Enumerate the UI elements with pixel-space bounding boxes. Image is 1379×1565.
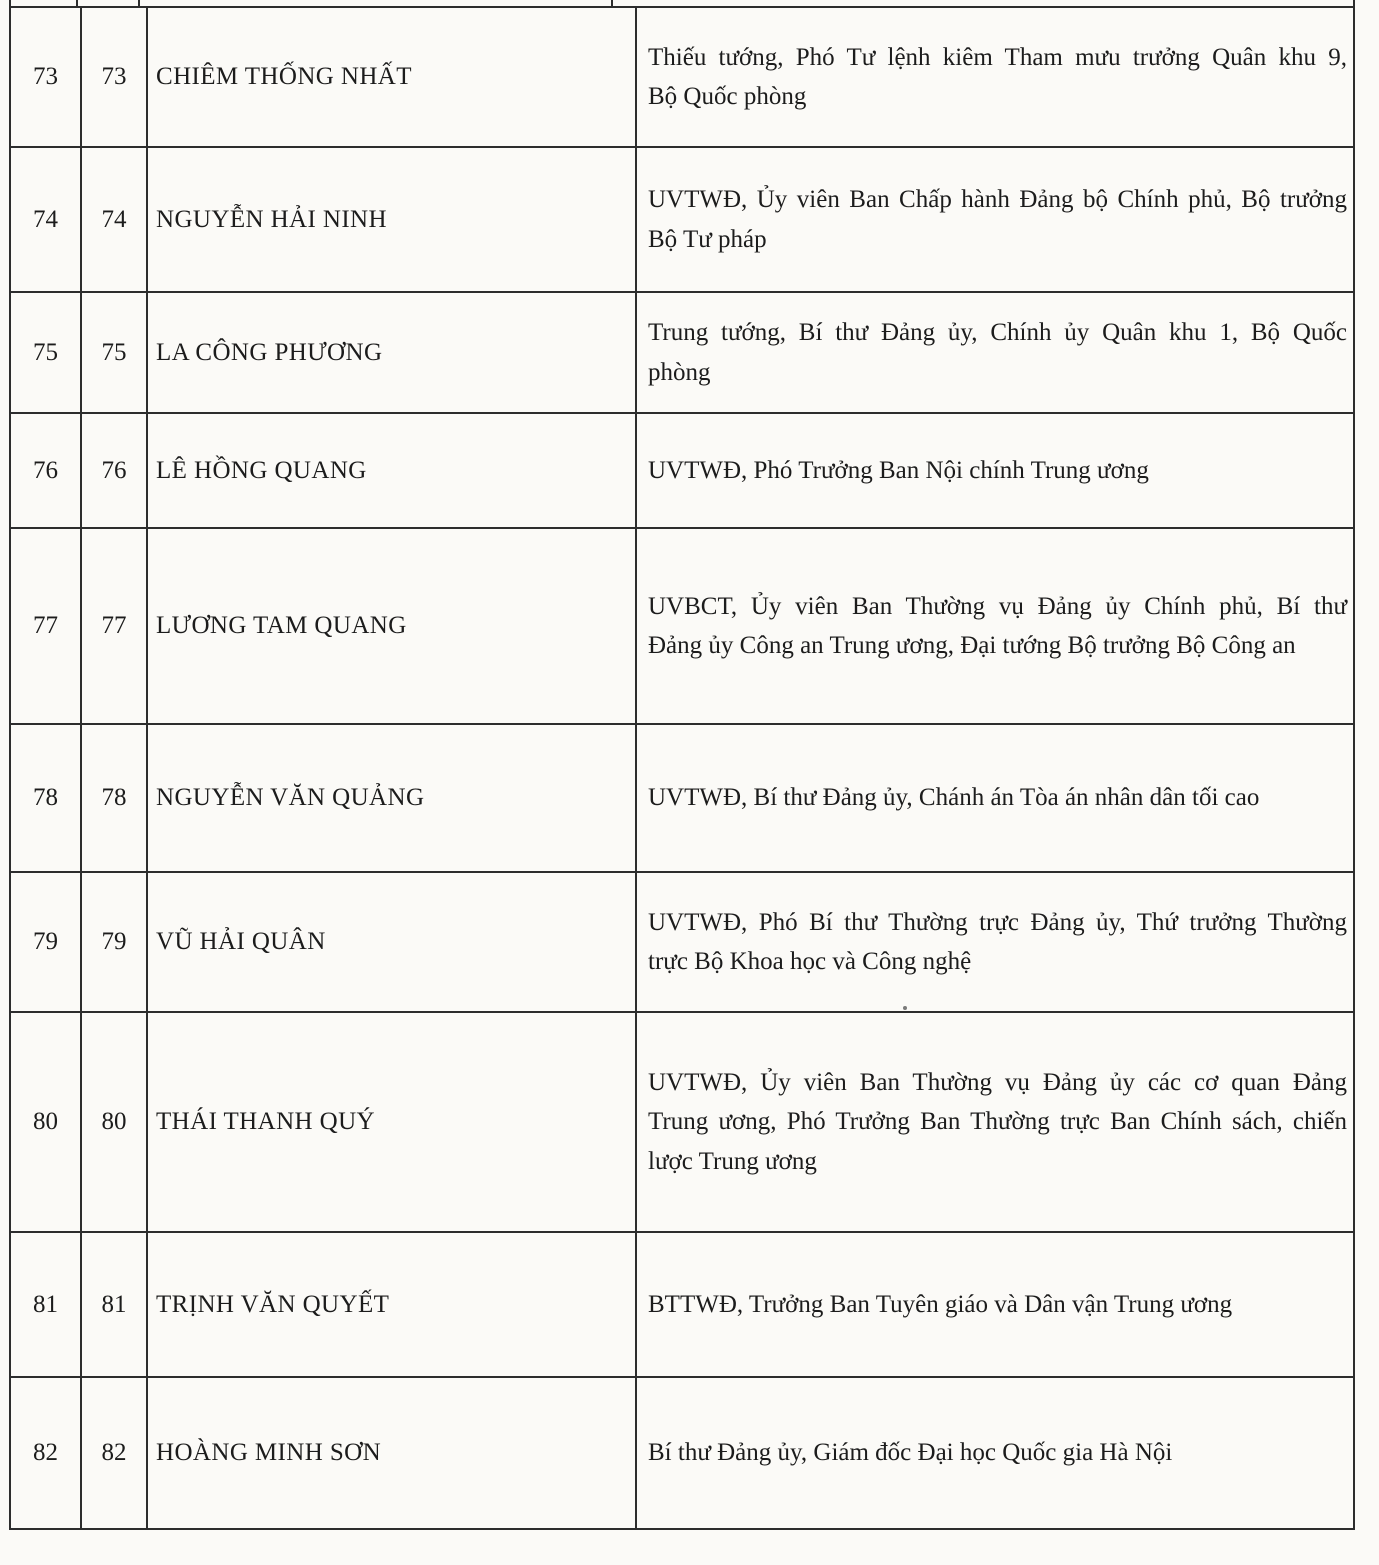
cell-number-secondary: 74 <box>81 147 147 292</box>
cell-name: THÁI THANH QUÝ <box>147 1012 636 1232</box>
cell-position <box>636 1232 1354 1377</box>
cell-number-secondary: 78 <box>81 724 147 872</box>
table-row <box>10 292 1354 413</box>
cell-position <box>636 413 1354 528</box>
position-line: UVBCT, Ủy viên Ban Thường vụ Đảng ủy Chính phủ, Bí thư <box>648 592 1347 620</box>
table-row <box>10 1232 1354 1377</box>
table-row <box>10 7 1354 147</box>
cell-name: LÊ HỒNG QUANG <box>147 413 636 528</box>
cell-position <box>636 872 1354 1012</box>
table-row <box>10 528 1354 724</box>
cell-name: NGUYỄN HẢI NINH <box>147 147 636 292</box>
cell-position <box>636 724 1354 872</box>
position-line: Bí thư Đảng ủy, Giám đốc Đại học Quốc gia Hà Nội <box>648 1439 1173 1467</box>
cell-position <box>636 7 1354 147</box>
position-line: Bộ Tư pháp <box>648 225 767 253</box>
cell-number-secondary: 82 <box>81 1377 147 1529</box>
table-row <box>10 872 1354 1012</box>
position-line: trực Bộ Khoa học và Công nghệ <box>648 948 972 975</box>
cell-number-secondary: 81 <box>81 1232 147 1377</box>
cell-name: CHIÊM THỐNG NHẤT <box>147 7 636 147</box>
cell-position <box>636 528 1354 724</box>
position-line: Đảng ủy Công an Trung ương, Đại tướng Bộ trưởng Bộ Công an <box>648 632 1296 659</box>
cell-number: 77 <box>10 528 81 724</box>
cell-name: VŨ HẢI QUÂN <box>147 872 636 1012</box>
cell-position <box>636 1377 1354 1529</box>
position-line: phòng <box>648 358 711 386</box>
cell-number: 78 <box>10 724 81 872</box>
cell-position <box>636 147 1354 292</box>
position-line: Bộ Quốc phòng <box>648 83 807 110</box>
position-line: Trung tướng, Bí thư Đảng ủy, Chính ủy Quân khu 1, Bộ Quốc <box>648 319 1347 346</box>
cell-number-secondary: 76 <box>81 413 147 528</box>
cell-name: NGUYỄN VĂN QUẢNG <box>147 724 636 872</box>
cell-number: 81 <box>10 1232 81 1377</box>
position-line: UVTWĐ, Bí thư Đảng ủy, Chánh án Tòa án nhân dân tối cao <box>648 784 1260 812</box>
table-row <box>10 1012 1354 1232</box>
table-row <box>10 147 1354 292</box>
scan-speck <box>903 1006 907 1010</box>
officials-table-body <box>10 7 1354 1529</box>
cell-number-secondary: 80 <box>81 1012 147 1232</box>
cell-position <box>636 292 1354 413</box>
cell-number: 75 <box>10 292 81 413</box>
cell-name: LƯƠNG TAM QUANG <box>147 528 636 724</box>
cell-number: 80 <box>10 1012 81 1232</box>
cell-number: 74 <box>10 147 81 292</box>
position-line: BTTWĐ, Trưởng Ban Tuyên giáo và Dân vận Trung ương <box>648 1290 1233 1318</box>
position-line: Thiếu tướng, Phó Tư lệnh kiêm Tham mưu trưởng Quân khu 9, <box>648 43 1347 71</box>
position-line: UVTWĐ, Ủy viên Ban Chấp hành Đảng bộ Chính phủ, Bộ trưởng <box>648 186 1347 213</box>
position-line: UVTWĐ, Ủy viên Ban Thường vụ Đảng ủy các cơ quan Đảng <box>648 1068 1347 1096</box>
cell-number-secondary: 79 <box>81 872 147 1012</box>
officials-table <box>9 6 1355 1530</box>
cell-position <box>636 1012 1354 1232</box>
position-line: UVTWĐ, Phó Trưởng Ban Nội chính Trung ương <box>648 456 1149 484</box>
cell-number-secondary: 77 <box>81 528 147 724</box>
cell-number-secondary: 73 <box>81 7 147 147</box>
position-line: lược Trung ương <box>648 1147 817 1175</box>
cell-name: TRỊNH VĂN QUYẾT <box>147 1232 636 1377</box>
position-line: Trung ương, Phó Trưởng Ban Thường trực Ban Chính sách, chiến <box>648 1108 1347 1136</box>
cell-number: 76 <box>10 413 81 528</box>
cell-number: 73 <box>10 7 81 147</box>
cell-number: 79 <box>10 872 81 1012</box>
cell-number-secondary: 75 <box>81 292 147 413</box>
position-line: UVTWĐ, Phó Bí thư Thường trực Đảng ủy, Thứ trưởng Thường <box>648 908 1347 936</box>
table-row <box>10 413 1354 528</box>
cell-number: 82 <box>10 1377 81 1529</box>
table-row <box>10 724 1354 872</box>
cell-name: HOÀNG MINH SƠN <box>147 1377 636 1529</box>
cell-name: LA CÔNG PHƯƠNG <box>147 292 636 413</box>
table-row <box>10 1377 1354 1529</box>
